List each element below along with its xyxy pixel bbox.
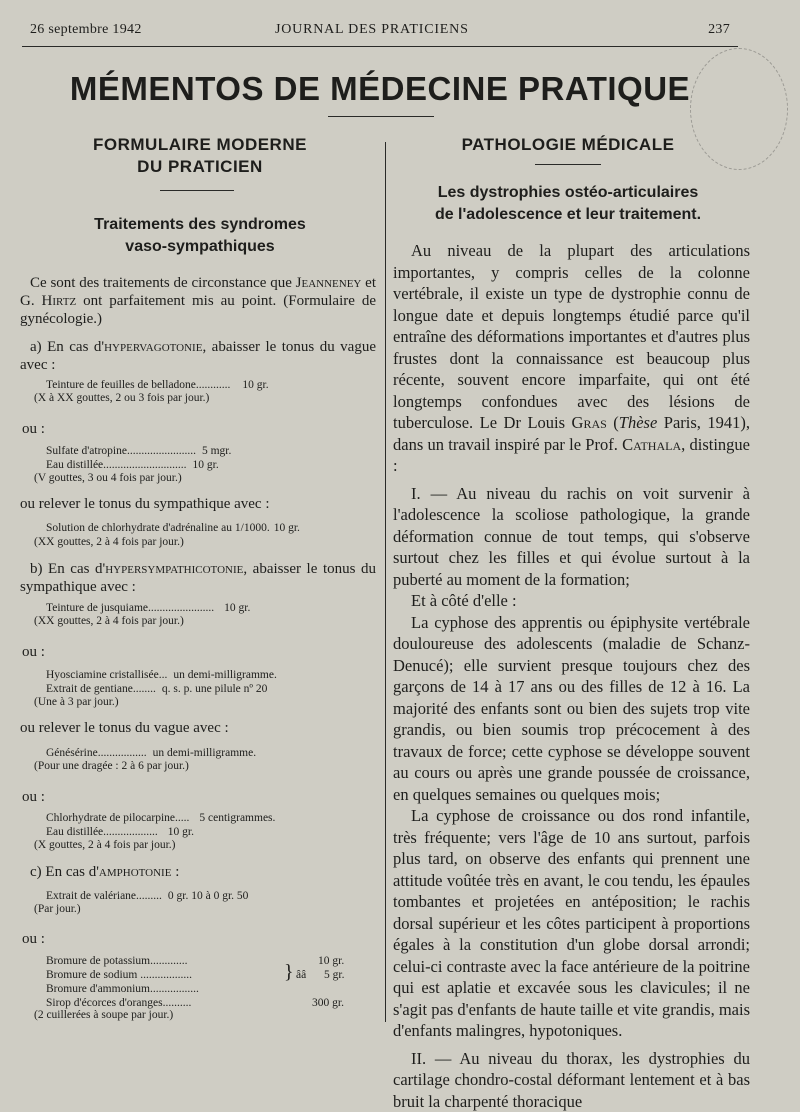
formula-item: Teinture de feuilles de belladone [46,378,196,392]
formula-item: Sulfate d'atropine [46,444,127,458]
formula-dots: ... [159,668,168,682]
author-gras: Gras [572,413,607,432]
formula-item: Extrait de valériane [46,889,136,903]
left-article-title [30,214,370,258]
brace: } [284,962,294,982]
dosage-note: (XX gouttes, 2 à 4 fois par jour.) [34,535,184,549]
author-hirtz: Hirtz [42,293,77,309]
formula-dots: ....................... [148,601,214,615]
case-a-2: , abaisser le tonus du vague avec : [20,339,376,373]
left-section-title-line-1: FORMULAIRE MODERNE [30,134,370,156]
or-label: ou : [22,643,45,661]
right-article-title-line-2: de l'adolescence et leur traitement. [398,204,738,226]
dosage-note: (X gouttes, 2 à 4 fois par jour.) [34,838,176,852]
right-section-rule [535,164,601,165]
author-cathala: Cathala [622,435,681,454]
formula-12 [46,954,386,1010]
formula-item: Génésérine [46,746,98,760]
case-c-1: c) En cas d' [30,864,99,880]
case-c-term: amphotonie [99,864,172,880]
formula-item: Sirop d'écorces d'oranges [46,997,163,1009]
formula-quantity: 10 gr. [274,521,300,535]
case-c-text [20,863,376,881]
running-head [30,22,730,42]
case-c-2: : [171,864,179,880]
left-section-title [30,134,370,178]
case-b-text [20,560,376,596]
formula-dots: ......... [136,889,162,903]
or-label: ou : [22,420,45,438]
left-section-rule [160,190,234,191]
formula-quantity: 10 gr. [318,954,344,968]
page-number: 237 [708,22,730,38]
formula-dots: ................... [103,825,158,839]
formula-dots: ............ [196,378,231,392]
formula-quantity: 10 gr. [193,458,219,472]
intro-text-c: ont parfaitement mis au point. (Formulaire de gynécologie.) [20,293,376,327]
formula-item: Chlorhydrate de pilocarpine [46,811,175,825]
paragraph-rachis: I. — Au niveau du rachis on voit survenir à l'adolescence la scoliose pathologique, la grande déformation connue de tout temps, qui s'observe surtout chez les filles et qui évolue surtout à la puberté au moment de la formation; [393,483,750,591]
formula-quantity: 0 gr. 10 à 0 gr. 50 [168,889,249,903]
main-title: MÉMENTOS DE MÉDECINE PRATIQUE [60,70,700,108]
dosage-note: (X à XX gouttes, 2 ou 3 fois par jour.) [34,391,209,405]
formula-quantity: un demi-milligramme. [173,668,276,682]
p1-text-c: Paris, 1941), dans un travail inspiré par le Prof. [393,413,750,454]
relever-line: ou relever le tonus du sympathique avec : [20,496,270,513]
right-article-body [393,240,750,1112]
intro-paragraph [20,274,376,328]
formula-dots: ..... [175,811,189,825]
paragraph-a-cote: Et à côté d'elle : [393,590,750,612]
formula-2 [46,444,376,472]
left-article-title-line-2: vaso-sympathiques [30,236,370,258]
formula-11 [46,889,386,903]
p1-text-a: Au niveau de la plupart des articulations importantes, y compris celles de la colonne vertébrale, il existe un type de dystrophie connu de longue date et depuis longtemps étudié parce qu'il entraîne des déformations importantes et d'autres plus frustes dont la connaissance est beaucoup plus récente, souvent encore imparfaite, qui ont été longtemps confondues avec des lésions de tuberculose. Le Dr Louis [393,241,750,432]
p1-these: Thèse [619,413,658,432]
case-a-term: hypervagotonie [104,339,202,355]
case-c [20,863,376,881]
right-section-title: PATHOLOGIE MÉDICALE [398,134,738,156]
formula-quantity: 5 mgr. [202,444,231,458]
dosage-note: (V gouttes, 3 ou 4 fois par jour.) [34,471,182,485]
formula-item: Bromure de sodium [46,969,137,981]
or-label: ou : [22,788,45,806]
formula-4 [46,521,386,535]
formula-quantity: un demi-milligramme. [153,746,256,760]
case-a [20,338,376,374]
formula-6 [46,668,386,696]
formula-dots: ................. [98,746,147,760]
formula-item: Hyosciamine cristallisée [46,668,159,682]
p1-text-d: , distingue : [393,435,750,476]
dosage-note: (XX gouttes, 2 à 4 fois par jour.) [34,614,184,628]
case-b-term: hypersympathicotonie [105,561,243,577]
intro-text-b: et G. [20,275,376,309]
formula-quantity: 10 gr. [224,601,250,615]
formula-quantity: 5 centigrammes. [199,811,275,825]
case-b-2: , abaisser le tonus du sympathique avec : [20,561,376,595]
journal-name: JOURNAL DES PRATICIENS [275,22,469,38]
formula-quantity: 300 gr. [312,996,344,1010]
formula-dots: ............................. [103,458,186,472]
formula-dots: .................. [137,969,192,981]
formula-dots: ........ [133,682,156,696]
issue-date: 26 septembre 1942 [30,22,142,38]
intro-text-a: Ce sont des traitements de circonstance que [30,275,296,291]
formula-aa: ââ [296,968,306,982]
or-label: ou : [22,930,45,948]
formula-item: Extrait de gentiane [46,682,133,696]
formula-dots: ........................ [127,444,196,458]
case-a-1: a) En cas d' [30,339,104,355]
formula-item: Solution de chlorhydrate d'adrénaline au 1/1000 [46,521,267,535]
case-b-1: b) En cas d' [30,561,105,577]
case-b [20,560,376,596]
formula-item: Bromure d'ammonium [46,983,150,995]
dosage-note: (Une à 3 par jour.) [34,695,119,709]
left-article-title-line-1: Traitements des syndromes [30,214,370,236]
formula-item: Bromure de potassium [46,955,150,967]
formula-dots: ................. [150,983,199,995]
formula-dots: .......... [163,997,192,1009]
formula-1 [46,378,366,392]
relever-line: ou relever le tonus du vague avec : [20,720,229,737]
top-rule [22,46,738,47]
right-article-title [398,182,738,226]
dosage-note: (2 cuillerées à soupe par jour.) [34,1008,173,1022]
formula-quantity: 10 gr. [242,378,268,392]
paragraph-thorax: II. — Au niveau du thorax, les dystrophies du cartilage chondro-costal déformant lentement et à bas bruit la charpenté thoracique [393,1048,750,1112]
case-a-text [20,338,376,374]
formula-5 [46,601,376,615]
dosage-note: (Par jour.) [34,902,81,916]
dosage-note: (Pour une dragée : 2 à 6 par jour.) [34,759,189,773]
formula-quantity: 10 gr. [168,825,194,839]
left-intro [20,274,376,328]
paragraph-cyphose-apprentis: La cyphose des apprentis ou épiphysite vertébrale douloureuse des adolescents (maladie de Schanz-Denucé); elle survient presque toujours chez des garçons de 14 à 17 ans ou des filles de 12 à 16. La majorité des enfants sont ou bien des sujets trop vite grandis, ou bien soumis trop précocement à des travaux de force; cette cyphose se développe souvent au cours ou après une grande poussée de croissance, en quelques semaines ou quelques mois; [393,612,750,806]
author-jeanneney: Jeanneney [296,275,362,291]
formula-item: Eau distillée [46,458,103,472]
paragraph-intro [393,240,750,477]
title-rule [328,116,434,117]
p1-text-b: ( [607,413,619,432]
paragraph-cyphose-croissance: La cyphose de croissance ou dos rond infantile, très fréquente; vers l'âge de 10 ans surtout, parfois plus tard, on observe des enfants qui prennent une attitude voûtée très en avant, le cou tendu, les épaules tombantes et projetées en antéposition; le rachis dorsal supérieur et les côtes participent à proportions égales à la constitution d'un globe dorsal arrondi; celui-ci contraste avec la face antérieure de la poitrine qui est aplatie et excavée sous les clavicules; il ne s'agit pas d'enfants de haute taille et vite grandis, mais d'enfants malingres, hypotoniques. [393,805,750,1042]
formula-quantity: 5 gr. [324,968,344,982]
left-section-title-line-2: DU PRATICIEN [30,156,370,178]
formula-9 [46,811,386,839]
right-article-title-line-1: Les dystrophies ostéo-articulaires [398,182,738,204]
formula-dots: . [267,521,270,535]
formula-item: Teinture de jusquiame [46,601,148,615]
formula-dots: ............. [150,955,187,967]
formula-quantity: q. s. p. une pilule nº 20 [162,682,267,696]
formula-item: Eau distillée [46,825,103,839]
formula-8 [46,746,386,760]
